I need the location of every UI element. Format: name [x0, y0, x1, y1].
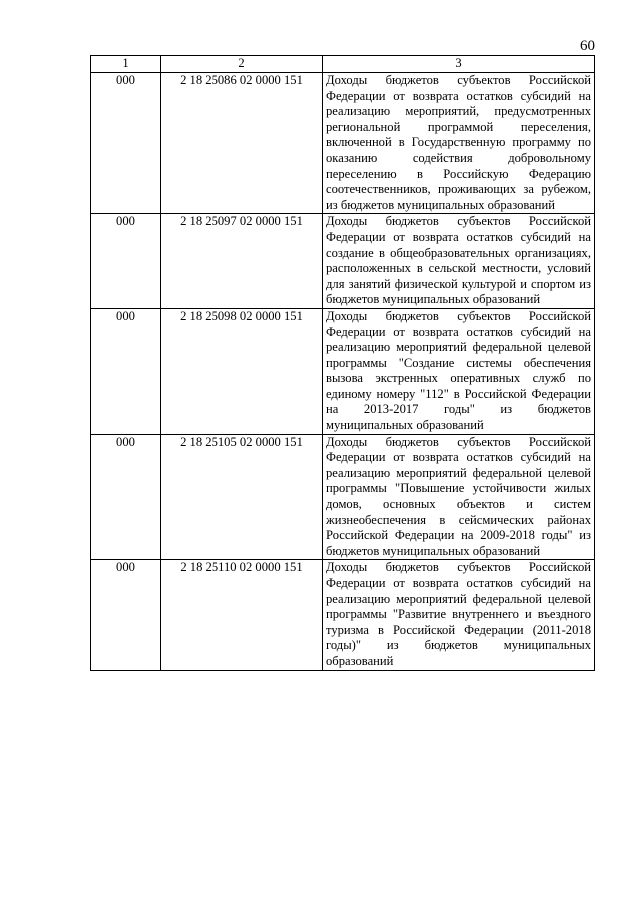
income-description-cell: Доходы бюджетов субъектов Российской Федерации от возврата остатков субсидий на реализацию мероприятий федеральной целевой программы "Создание системы обеспечения вызова экстренных оперативных служб по единому номеру "112" в Российской Федерации на 2013-2017 годы" из бюджетов муниципальных образований: [323, 308, 595, 434]
table-row: [91, 434, 595, 560]
admin-code-cell: 000: [91, 434, 161, 560]
table-row: [91, 73, 595, 214]
table-row: [91, 214, 595, 309]
income-code-cell: 2 18 25105 02 0000 151: [161, 434, 323, 560]
table-row: [91, 560, 595, 670]
income-code-cell: 2 18 25086 02 0000 151: [161, 73, 323, 214]
income-code-cell: 2 18 25098 02 0000 151: [161, 308, 323, 434]
income-description-cell: Доходы бюджетов субъектов Российской Федерации от возврата остатков субсидий на создание в общеобразовательных организациях, расположенных в сельской местности, условий для занятий физической культурой и спортом из бюджетов муниципальных образований: [323, 214, 595, 309]
admin-code-cell: 000: [91, 73, 161, 214]
income-code-cell: 2 18 25097 02 0000 151: [161, 214, 323, 309]
admin-code-cell: 000: [91, 560, 161, 670]
admin-code-cell: 000: [91, 308, 161, 434]
column-header-3: 3: [323, 56, 595, 73]
income-description-cell: Доходы бюджетов субъектов Российской Федерации от возврата остатков субсидий на реализацию мероприятий федеральной целевой программы "Повышение устойчивости жилых домов, основных объектов и систем жизнеобеспечения в сейсмических районах Российской Федерации на 2009-2018 годы" из бюджетов муниципальных образований: [323, 434, 595, 560]
budget-codes-table: [90, 55, 595, 671]
income-description-cell: Доходы бюджетов субъектов Российской Федерации от возврата остатков субсидий на реализацию мероприятий федеральной целевой программы "Развитие внутреннего и въездного туризма в Российской Федерации (2011-2018 годы)" из бюджетов муниципальных образований: [323, 560, 595, 670]
table-row: [91, 308, 595, 434]
column-header-1: 1: [91, 56, 161, 73]
income-description-cell: Доходы бюджетов субъектов Российской Федерации от возврата остатков субсидий на реализацию мероприятий, предусмотренных региональной программой переселения, включенной в Государственную программу по оказанию содействия добровольному переселению в Российскую Федерацию соотечественников, проживающих за рубежом, из бюджетов муниципальных образований: [323, 73, 595, 214]
column-header-2: 2: [161, 56, 323, 73]
page-number: 60: [580, 38, 595, 54]
admin-code-cell: 000: [91, 214, 161, 309]
income-code-cell: 2 18 25110 02 0000 151: [161, 560, 323, 670]
table-header-row: [91, 56, 595, 73]
